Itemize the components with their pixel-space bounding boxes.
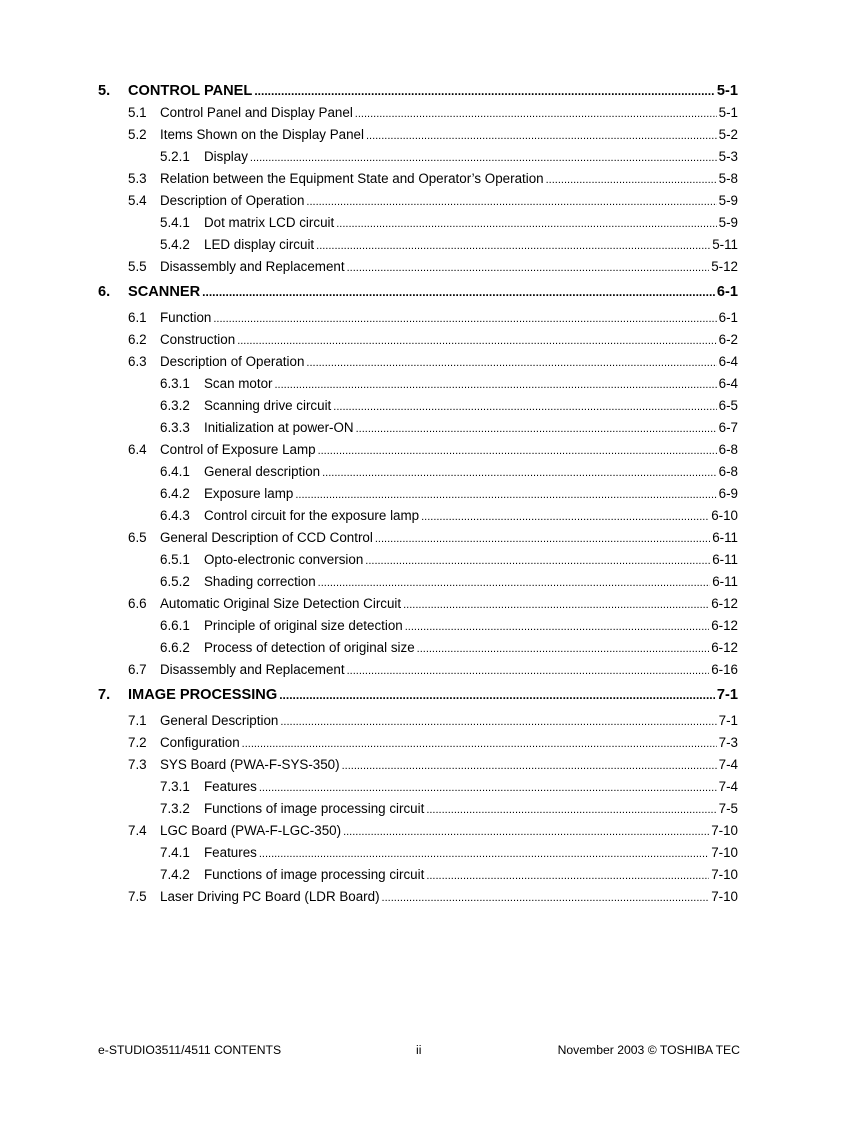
toc-entry-subsection <box>98 549 738 571</box>
toc-entry-number: 5. <box>98 83 111 99</box>
toc-entry-page: 5-2 <box>718 127 738 142</box>
toc-entry-section <box>98 886 738 908</box>
toc-entry-title: Scanning drive circuit <box>204 398 332 413</box>
toc-entry-title: General description <box>204 464 321 479</box>
toc-dot-leader <box>279 681 715 710</box>
toc-dot-leader <box>237 330 716 352</box>
toc-entry-page: 7-3 <box>718 735 738 750</box>
toc-dot-leader <box>546 169 717 191</box>
toc-entry-page: 6-4 <box>718 354 738 369</box>
toc-dot-leader <box>405 616 709 638</box>
toc-entry-page: 5-11 <box>712 237 738 252</box>
toc-dot-leader <box>242 733 717 755</box>
toc-dot-leader <box>318 572 711 594</box>
toc-entry-subsection <box>98 212 738 234</box>
toc-entry-number: 6.7 <box>128 662 147 677</box>
toc-entry-title: Control Panel and Display Panel <box>160 105 353 120</box>
toc-dot-leader <box>274 374 716 396</box>
toc-entry-section <box>98 256 738 278</box>
toc-entry-page: 6-12 <box>711 640 738 655</box>
toc-entry-title: Items Shown on the Display Panel <box>160 127 364 142</box>
toc-entry-title: IMAGE PROCESSING <box>128 687 278 703</box>
toc-entry-number: 7.3.2 <box>160 801 190 816</box>
toc-entry-section <box>98 710 738 732</box>
toc-entry-subsection <box>98 864 738 886</box>
toc-dot-leader <box>333 396 716 418</box>
toc-entry-page: 5-1 <box>718 105 738 120</box>
toc-entry-number: 6.3.2 <box>160 398 190 413</box>
toc-entry-title: Display <box>204 149 248 164</box>
toc-entry-number: 5.4 <box>128 193 147 208</box>
toc-entry-section <box>98 102 738 124</box>
toc-entry-page: 7-10 <box>711 889 738 904</box>
toc-entry-chapter <box>98 681 738 710</box>
toc-entry-title: CONTROL PANEL <box>128 83 253 99</box>
toc-dot-leader <box>403 594 709 616</box>
toc-entry-title: Opto-electronic conversion <box>204 552 364 567</box>
toc-entry-number: 5.1 <box>128 105 147 120</box>
toc-entry-title: Control of Exposure Lamp <box>160 442 316 457</box>
toc-entry-title: Scan motor <box>204 376 273 391</box>
toc-entry-number: 7.5 <box>128 889 147 904</box>
footer-document-title: e-STUDIO3511/4511 CONTENTS <box>98 1043 282 1057</box>
toc-entry-title: Initialization at power-ON <box>204 420 354 435</box>
toc-entry-title: General Description <box>160 713 279 728</box>
toc-entry-page: 6-1 <box>718 310 738 325</box>
toc-dot-leader <box>336 213 716 235</box>
toc-entry-number: 6.4 <box>128 442 147 457</box>
toc-entry-page: 7-10 <box>711 845 738 860</box>
toc-dot-leader <box>365 550 710 572</box>
toc-entry-number: 5.2 <box>128 127 147 142</box>
toc-entry-page: 6-8 <box>718 464 738 479</box>
toc-entry-title: Disassembly and Replacement <box>160 662 345 677</box>
toc-dot-leader <box>202 278 715 307</box>
footer-copyright: November 2003 © TOSHIBA TEC <box>557 1043 740 1057</box>
toc-entry-subsection <box>98 234 738 256</box>
toc-entry-title: Process of detection of original size <box>204 640 415 655</box>
toc-dot-leader <box>322 462 717 484</box>
toc-entry-chapter <box>98 80 738 102</box>
toc-entry-title: LGC Board (PWA-F-LGC-350) <box>160 823 342 838</box>
toc-entry-title: Description of Operation <box>160 193 305 208</box>
toc-dot-leader <box>295 484 716 506</box>
toc-entry-title: Features <box>204 845 257 860</box>
toc-entry-subsection <box>98 798 738 820</box>
toc-entry-page: 7-10 <box>711 823 738 838</box>
toc-entry-section <box>98 732 738 754</box>
toc-entry-number: 6.4.1 <box>160 464 190 479</box>
toc-dot-leader <box>356 418 717 440</box>
toc-entry-title: Principle of original size detection <box>204 618 403 633</box>
toc-dot-leader <box>259 843 709 865</box>
toc-entry-number: 6.5 <box>128 530 147 545</box>
toc-entry-section <box>98 190 738 212</box>
toc-entry-number: 5.4.1 <box>160 215 190 230</box>
toc-entry-subsection <box>98 842 738 864</box>
toc-dot-leader <box>375 528 710 550</box>
toc-entry-title: Exposure lamp <box>204 486 294 501</box>
toc-dot-leader <box>342 755 717 777</box>
toc-entry-number: 6.6 <box>128 596 147 611</box>
toc-entry-number: 5.4.2 <box>160 237 190 252</box>
toc-entry-section <box>98 439 738 461</box>
toc-entry-page: 6-4 <box>718 376 738 391</box>
toc-entry-section <box>98 124 738 146</box>
toc-entry-section <box>98 593 738 615</box>
toc-entry-number: 6.1 <box>128 310 147 325</box>
table-of-contents <box>98 80 738 908</box>
toc-entry-number: 6.5.1 <box>160 552 190 567</box>
toc-entry-number: 6.3.1 <box>160 376 190 391</box>
toc-entry-title: Relation between the Equipment State and Operator’s Operation <box>160 171 544 186</box>
toc-dot-leader <box>421 506 709 528</box>
toc-dot-leader <box>343 821 709 843</box>
toc-entry-title: Features <box>204 779 257 794</box>
toc-entry-number: 6.2 <box>128 332 147 347</box>
toc-entry-page: 6-1 <box>716 284 738 300</box>
toc-entry-subsection <box>98 615 738 637</box>
toc-entry-title: Function <box>160 310 212 325</box>
toc-entry-number: 6.6.2 <box>160 640 190 655</box>
toc-entry-page: 5-3 <box>718 149 738 164</box>
toc-entry-subsection <box>98 417 738 439</box>
toc-dot-leader <box>306 191 716 213</box>
toc-dot-leader <box>213 308 716 330</box>
toc-entry-page: 6-7 <box>718 420 738 435</box>
toc-entry-page: 5-12 <box>711 259 738 274</box>
toc-entry-page: 6-12 <box>711 596 738 611</box>
toc-entry-number: 6.3.3 <box>160 420 190 435</box>
toc-entry-section <box>98 329 738 351</box>
toc-entry-subsection <box>98 395 738 417</box>
toc-entry-section <box>98 527 738 549</box>
toc-entry-number: 5.2.1 <box>160 149 190 164</box>
toc-dot-leader <box>355 103 717 125</box>
toc-dot-leader <box>259 777 717 799</box>
toc-entry-subsection <box>98 483 738 505</box>
toc-entry-title: Configuration <box>160 735 240 750</box>
toc-entry-subsection <box>98 776 738 798</box>
toc-entry-page: 6-11 <box>712 574 738 589</box>
toc-dot-leader <box>382 887 710 909</box>
toc-entry-page: 7-4 <box>718 757 738 772</box>
toc-entry-page: 5-1 <box>716 83 738 99</box>
toc-dot-leader <box>318 440 717 462</box>
toc-entry-title: Functions of image processing circuit <box>204 801 425 816</box>
toc-entry-subsection <box>98 505 738 527</box>
toc-entry-page: 7-4 <box>718 779 738 794</box>
toc-entry-number: 7. <box>98 687 111 703</box>
toc-dot-leader <box>306 352 716 374</box>
toc-entry-number: 7.2 <box>128 735 147 750</box>
toc-entry-page: 5-9 <box>718 215 738 230</box>
toc-entry-subsection <box>98 146 738 168</box>
toc-entry-number: 7.4 <box>128 823 147 838</box>
toc-entry-page: 7-1 <box>716 687 738 703</box>
toc-entry-number: 6. <box>98 284 111 300</box>
toc-entry-page: 7-5 <box>718 801 738 816</box>
toc-entry-page: 6-2 <box>718 332 738 347</box>
toc-entry-page: 6-10 <box>711 508 738 523</box>
toc-entry-title: Description of Operation <box>160 354 305 369</box>
toc-dot-leader <box>426 799 716 821</box>
toc-entry-number: 6.4.3 <box>160 508 190 523</box>
toc-entry-page: 5-8 <box>718 171 738 186</box>
toc-entry-number: 7.4.2 <box>160 867 190 882</box>
toc-dot-leader <box>316 235 710 257</box>
toc-entry-section <box>98 754 738 776</box>
toc-entry-subsection <box>98 571 738 593</box>
toc-dot-leader <box>347 257 710 279</box>
toc-entry-page: 5-9 <box>718 193 738 208</box>
toc-entry-number: 6.4.2 <box>160 486 190 501</box>
toc-entry-title: Automatic Original Size Detection Circuit <box>160 596 402 611</box>
toc-entry-page: 6-16 <box>711 662 738 677</box>
toc-entry-page: 6-12 <box>711 618 738 633</box>
toc-entry-title: Shading correction <box>204 574 316 589</box>
toc-entry-section <box>98 820 738 842</box>
toc-entry-page: 6-8 <box>718 442 738 457</box>
toc-entry-title: Construction <box>160 332 236 347</box>
toc-entry-page: 7-10 <box>711 867 738 882</box>
toc-dot-leader <box>250 147 717 169</box>
toc-entry-title: Disassembly and Replacement <box>160 259 345 274</box>
toc-entry-number: 6.5.2 <box>160 574 190 589</box>
toc-entry-section <box>98 168 738 190</box>
toc-entry-number: 6.6.1 <box>160 618 190 633</box>
toc-entry-title: SCANNER <box>128 284 201 300</box>
toc-entry-title: SYS Board (PWA-F-SYS-350) <box>160 757 340 772</box>
toc-entry-section <box>98 659 738 681</box>
toc-entry-number: 6.3 <box>128 354 147 369</box>
toc-entry-section <box>98 351 738 373</box>
toc-entry-number: 7.1 <box>128 713 147 728</box>
toc-entry-page: 7-1 <box>718 713 738 728</box>
toc-dot-leader <box>254 80 715 102</box>
toc-entry-section <box>98 307 738 329</box>
page-footer <box>98 1041 740 1059</box>
toc-entry-page: 6-11 <box>712 530 738 545</box>
toc-entry-title: Laser Driving PC Board (LDR Board) <box>160 889 380 904</box>
toc-entry-number: 7.4.1 <box>160 845 190 860</box>
footer-page-number: ii <box>416 1043 422 1057</box>
toc-dot-leader <box>426 865 709 887</box>
toc-dot-leader <box>280 711 716 733</box>
toc-entry-number: 7.3 <box>128 757 147 772</box>
toc-entry-title: Functions of image processing circuit <box>204 867 425 882</box>
toc-entry-title: LED display circuit <box>204 237 315 252</box>
toc-entry-page: 6-5 <box>718 398 738 413</box>
toc-entry-title: Dot matrix LCD circuit <box>204 215 335 230</box>
toc-entry-title: General Description of CCD Control <box>160 530 373 545</box>
toc-entry-subsection <box>98 637 738 659</box>
toc-dot-leader <box>366 125 717 147</box>
toc-entry-number: 5.3 <box>128 171 147 186</box>
toc-entry-number: 7.3.1 <box>160 779 190 794</box>
toc-entry-page: 6-9 <box>718 486 738 501</box>
toc-entry-page: 6-11 <box>712 552 738 567</box>
toc-dot-leader <box>417 638 710 660</box>
toc-entry-number: 5.5 <box>128 259 147 274</box>
toc-entry-subsection <box>98 373 738 395</box>
toc-dot-leader <box>347 660 710 682</box>
toc-entry-subsection <box>98 461 738 483</box>
toc-entry-chapter <box>98 278 738 307</box>
toc-entry-title: Control circuit for the exposure lamp <box>204 508 420 523</box>
